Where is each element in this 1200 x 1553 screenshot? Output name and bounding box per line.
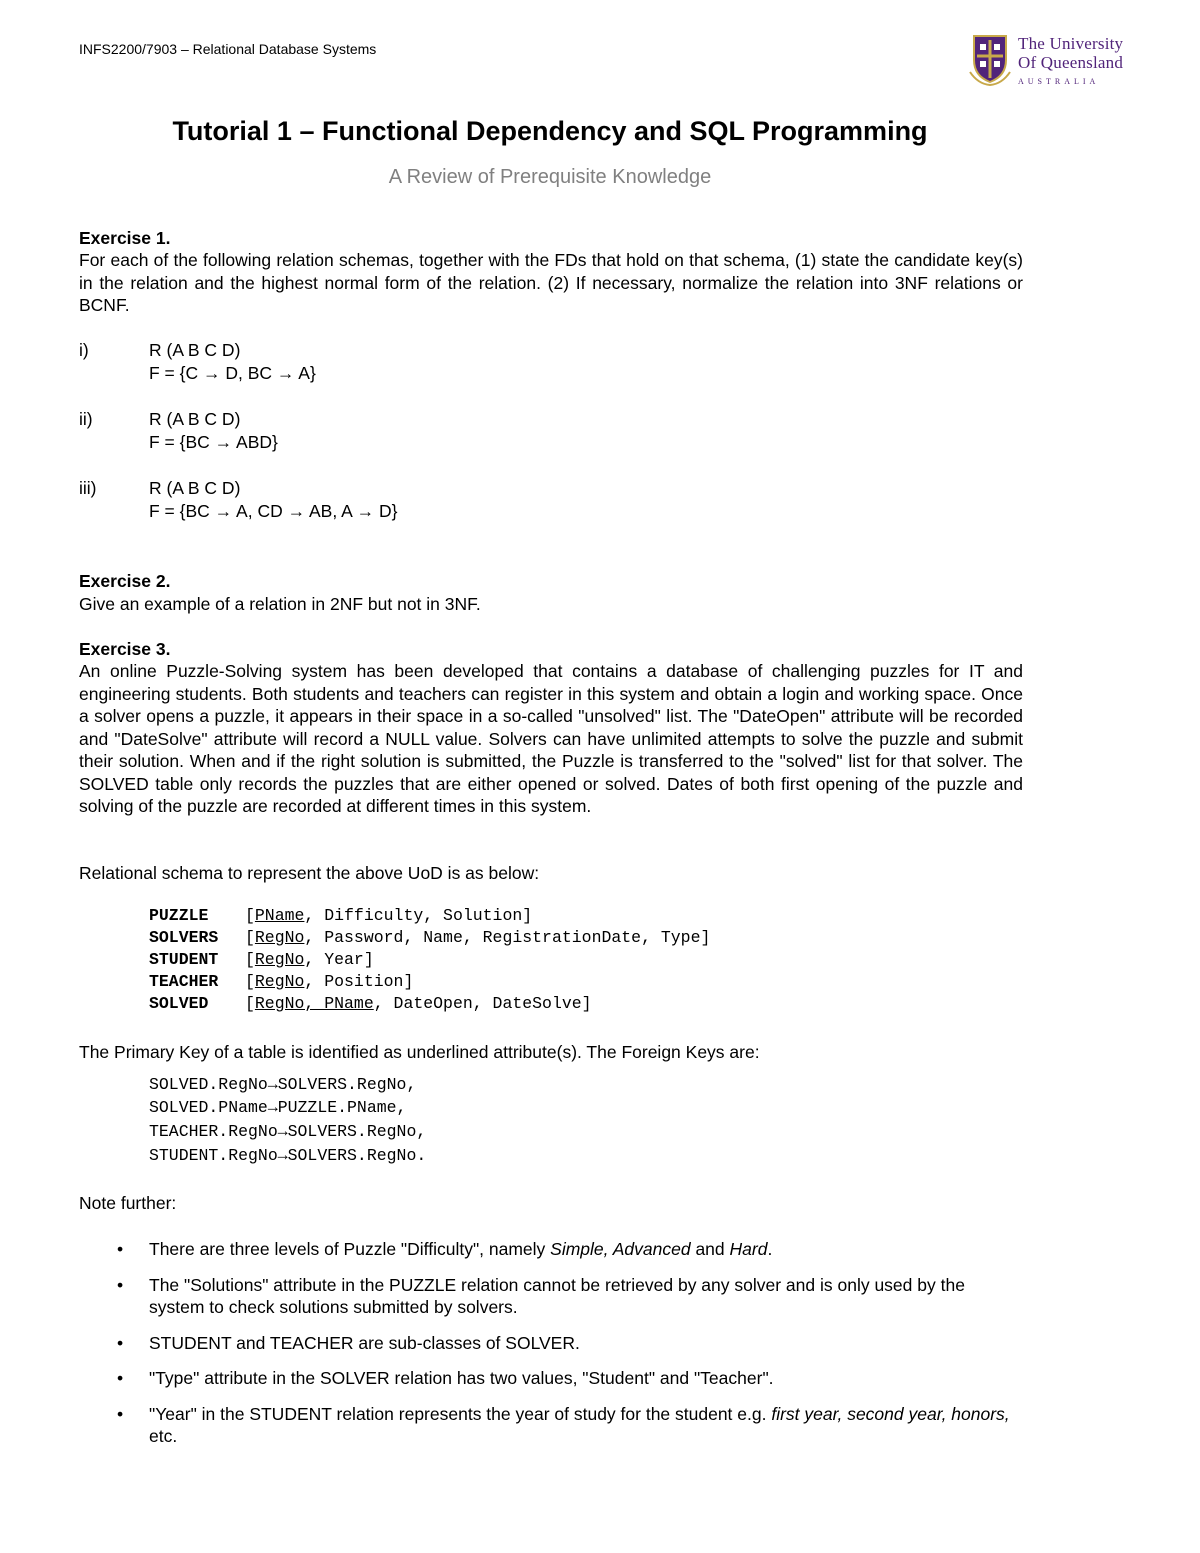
schema-row: SOLVED [RegNo, PName, DateOpen, DateSolve] (149, 994, 592, 1013)
bullet-icon: • (117, 1403, 124, 1424)
list-item: • "Type" attribute in the SOLVER relation has two values, "Student" and "Teacher". (117, 1368, 774, 1388)
primary-key: RegNo, PName (254, 994, 374, 1013)
foreign-key: STUDENT.RegNo→SOLVERS.RegNo. (149, 1146, 427, 1165)
schema-table-name: PUZZLE (149, 906, 209, 925)
primary-key-text: The Primary Key of a table is identified as underlined attribute(s). The Foreign Keys are: (79, 1042, 760, 1062)
university-logo (968, 32, 1153, 86)
schema-table-name: STUDENT (149, 950, 219, 969)
ex1-item-fds: F = {C → D, BC → A} (149, 363, 316, 383)
bullet-icon: • (117, 1239, 124, 1259)
notes-list (79, 1238, 1023, 1461)
ex1-item-schema: R (A B C D) (149, 340, 241, 360)
exercise-1-text: For each of the following relation schemas, together with the FDs that hold on that schema, (1) state the candidate key(s) in the relation and the highest normal form of the relation. (2) If necessary, normalize the relation into 3NF relations or BCNF. (79, 250, 1023, 315)
page-title: Tutorial 1 – Functional Dependency and SQL Programming (172, 116, 928, 146)
list-item: • There are three levels of Puzzle "Difficulty", namely Simple, Advanced and Hard. (117, 1239, 773, 1259)
bullet-icon: • (117, 1368, 124, 1388)
bullet-icon: • (117, 1274, 124, 1295)
list-item: • The "Solutions" attribute in the PUZZLE relation cannot be retrieved by any solver and is only used by the system to check solutions submitted by solvers. (117, 1274, 965, 1317)
list-item: • STUDENT and TEACHER are sub-classes of SOLVER. (117, 1332, 580, 1353)
primary-key: RegNo (254, 950, 305, 969)
schema-table-name: TEACHER (149, 972, 219, 991)
schema-row: STUDENT [RegNo, Year] (149, 950, 374, 969)
exercise-2-text: Give an example of a relation in 2NF but not in 3NF. (79, 594, 481, 614)
bullet-icon: • (117, 1332, 124, 1353)
foreign-key: SOLVED.RegNo→SOLVERS.RegNo, (149, 1075, 417, 1094)
course-header: INFS2200/7903 – Relational Database Systems (79, 41, 377, 57)
schema-row: SOLVERS [RegNo, Password, Name, RegistrationDate, Type] (149, 928, 711, 947)
schema-intro: Relational schema to represent the above UoD is as below: (79, 863, 540, 883)
exercise-3-heading: Exercise 3. (79, 639, 171, 659)
exercise-1-heading: Exercise 1. (79, 228, 171, 248)
ex1-item-label: ii) (79, 409, 93, 429)
ex1-item-label: i) (79, 340, 89, 360)
schema-row: PUZZLE [PName, Difficulty, Solution] (149, 906, 533, 925)
logo-line-3: AUSTRALIA (1018, 77, 1100, 86)
logo-line-2: Of Queensland (1018, 53, 1124, 72)
exercise-2-heading: Exercise 2. (79, 571, 171, 591)
list-item: • "Year" in the STUDENT relation represents the year of study for the student e.g. first year, second year, honors, etc. (117, 1403, 1010, 1446)
ex1-item-fds: F = {BC → ABD} (149, 432, 278, 452)
note-intro: Note further: (79, 1193, 177, 1213)
ex1-item-fds: F = {BC → A, CD → AB, A → D} (149, 501, 398, 521)
logo-line-1: The University (1018, 34, 1124, 53)
ex1-item-label: iii) (79, 478, 97, 498)
uq-crest-icon (968, 32, 1012, 86)
primary-key: PName (254, 906, 305, 925)
foreign-key: TEACHER.RegNo→SOLVERS.RegNo, (149, 1122, 427, 1141)
exercise-3-text: An online Puzzle-Solving system has been developed that contains a database of challenging puzzles for IT and engineering students. Both students and teachers can register in this system and obtain a login and working space. Once a solver opens a puzzle, it appears in their space in a so-called "unsolved" list. The "DateOpen" attribute will be recorded and "DateSolve" attribute will record a NULL value. Solvers can have unlimited attempts to solve the puzzle and submit their solution. When and if the right solution is submitted, the Puzzle is transferred to the "solved" list for that solver. The SOLVED table only records the puzzles that are either opened or solved. Dates of both first opening of the puzzle and solving of the puzzle are recorded at different times in this system. (79, 661, 1023, 816)
page-subtitle: A Review of Prerequisite Knowledge (388, 166, 712, 188)
schema-table-name: SOLVERS (149, 928, 219, 947)
schema-table-name: SOLVED (149, 994, 209, 1013)
foreign-key: SOLVED.PName→PUZZLE.PName, (149, 1098, 407, 1117)
schema-row: TEACHER [RegNo, Position] (149, 972, 414, 991)
primary-key: RegNo (254, 972, 305, 991)
ex1-item-schema: R (A B C D) (149, 478, 241, 498)
ex1-item-schema: R (A B C D) (149, 409, 241, 429)
primary-key: RegNo (254, 928, 305, 947)
